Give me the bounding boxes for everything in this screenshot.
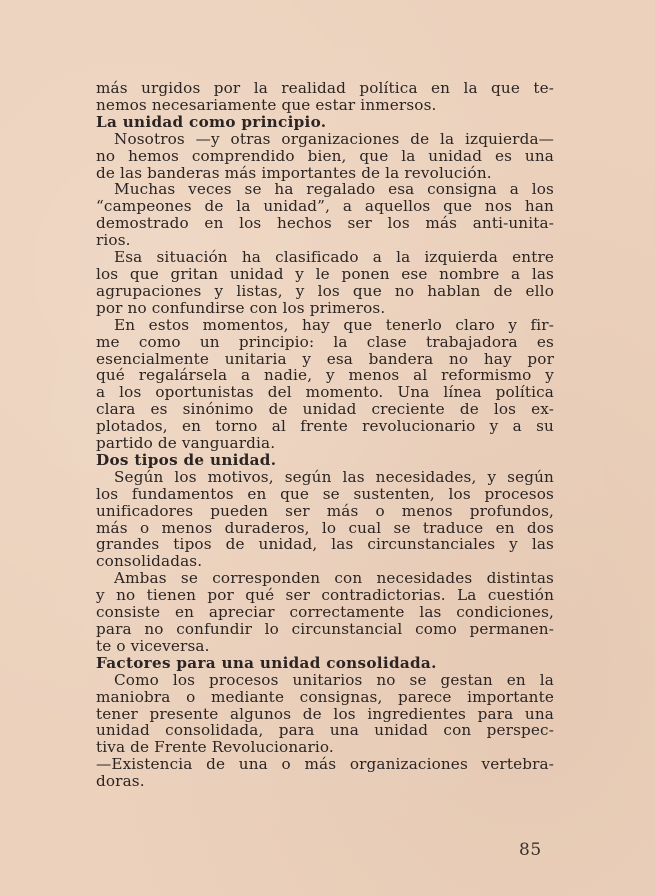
text-line: para no confundir lo circunstancial como permanen- — [96, 621, 554, 638]
text-line: más o menos duraderos, lo cual se traduce en dos — [96, 519, 554, 537]
text-line: Muchas veces se ha regalado esa consigna a los — [114, 181, 554, 199]
page-number: 85 — [519, 840, 542, 860]
text-line: te o viceversa. — [96, 637, 210, 655]
text-line: “campeones de la unidad”, a aquellos que nos han — [96, 198, 554, 216]
text-line: los fundamentos en que se sustenten, los procesos — [96, 485, 554, 503]
text-line: esencialmente unitaria y esa bandera no hay por — [96, 350, 554, 368]
text-line: agrupaciones y listas, y los que no hablan de ello — [96, 282, 554, 300]
text-line: me como un principio: la clase trabajadora es — [96, 333, 554, 351]
text-line: Nosotros —y otras organizaciones de la izquierda— — [114, 130, 554, 148]
text-line: no hemos comprendido bien, que la unidad es una — [96, 147, 554, 165]
text-line: demostrado en los hechos ser los más anti-unita- — [96, 215, 554, 233]
text-line: grandes tipos de unidad, las circunstanciales y las — [96, 536, 554, 554]
text-line: consiste en apreciar correctamente las condiciones, — [96, 604, 554, 621]
text-line: tiva de Frente Revolucionario. — [96, 739, 334, 757]
text-line: más urgidos por la realidad política en la que te- — [96, 80, 554, 97]
text-line: Esa situación ha clasificado a la izquierda entre — [114, 249, 554, 266]
text-line: nemos necesariamente que estar inmersos. — [96, 96, 437, 114]
text-line: Según los motivos, según las necesidades, y según — [114, 468, 554, 486]
text-line: de las banderas más importantes de la revolución. — [96, 164, 492, 182]
text-line: los que gritan unidad y le ponen ese nombre a las — [96, 265, 554, 283]
text-line: a los oportunistas del momento. Una línea política — [96, 384, 554, 402]
text-line: por no confundirse con los primeros. — [96, 299, 386, 317]
text-line: consolidadas. — [96, 553, 203, 571]
section-heading: Dos tipos de unidad. — [96, 451, 277, 469]
text-line: maniobra o mediante consignas, parece importante — [96, 688, 554, 706]
section-heading: La unidad como principio. — [96, 113, 327, 131]
text-line: rios. — [96, 232, 131, 250]
text-line: tener presente algunos de los ingredientes para una — [96, 705, 554, 723]
text-line: qué regalársela a nadie, y menos al reformismo y — [96, 367, 554, 385]
text-line: clara es sinónimo de unidad creciente de los ex- — [96, 401, 554, 419]
text-line: doras. — [96, 773, 145, 791]
text-line: —Existencia de una o más organizaciones vertebra- — [96, 756, 554, 774]
text-line: plotados, en torno al frente revolucionario y a su — [96, 418, 554, 436]
text-line: unificadores pueden ser más o menos profundos, — [96, 502, 554, 520]
page-body-text — [96, 80, 554, 790]
text-line: En estos momentos, hay que tenerlo claro y fir- — [114, 316, 554, 334]
text-line: unidad consolidada, para una unidad con perspec- — [96, 722, 554, 740]
text-line: y no tienen por qué ser contradictorias. La cuestión — [96, 587, 554, 605]
text-line: Como los procesos unitarios no se gestan en la — [114, 671, 554, 689]
text-line: partido de vanguardia. — [96, 435, 276, 452]
text-line: Ambas se corresponden con necesidades distintas — [114, 570, 554, 588]
section-heading: Factores para una unidad consolidada. — [96, 654, 437, 672]
